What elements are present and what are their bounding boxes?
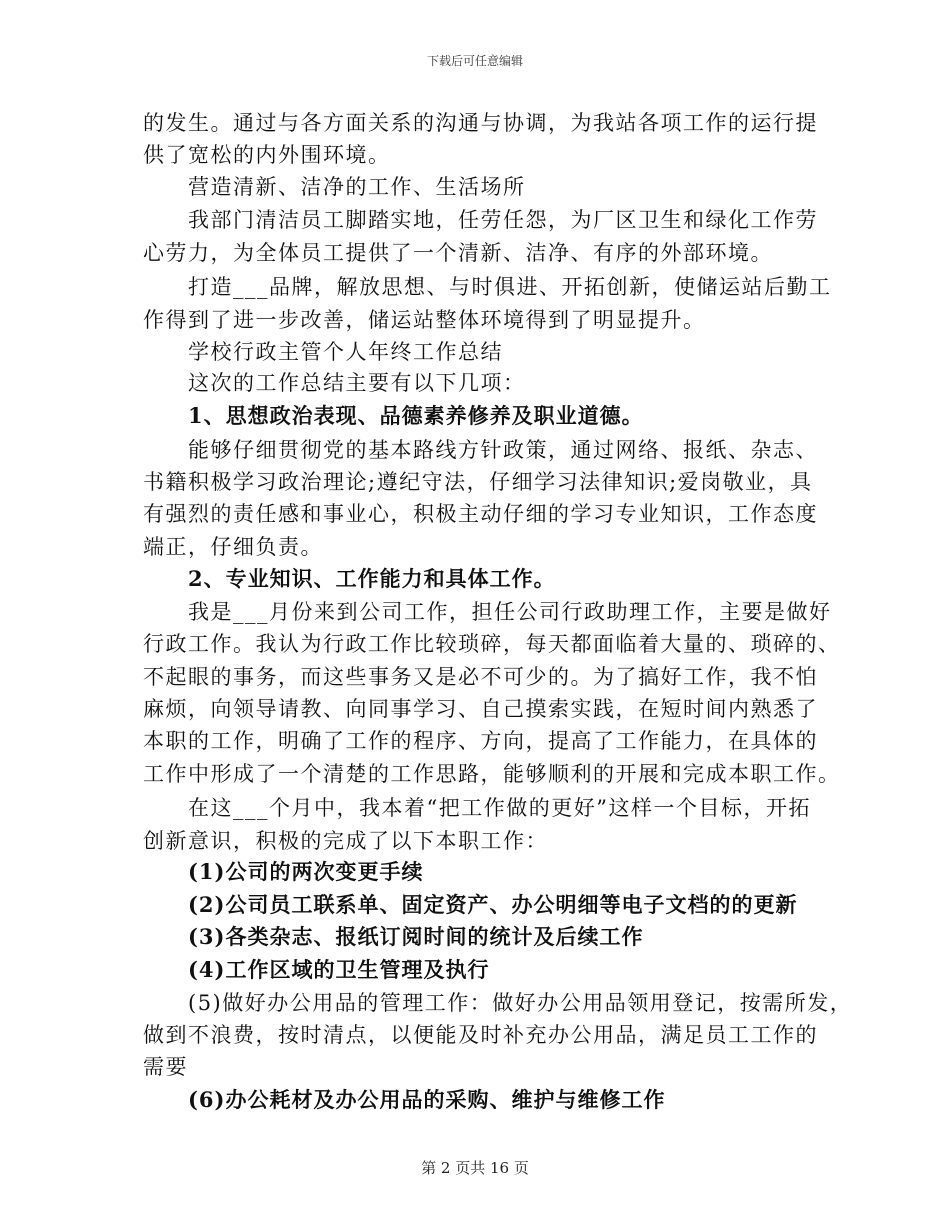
paragraph-line: 麻烦，向领导请教、向同事学习、自己摸索实践，在短时间内熟悉了 — [143, 697, 818, 721]
list-item: (6)办公耗材及办公用品的采购、维护与维修工作 — [188, 1087, 666, 1112]
paragraph-line: 需要 — [143, 1055, 188, 1079]
page-header: 下载后可任意编辑 — [426, 54, 523, 68]
page-footer: 第 2 页共 16 页 — [421, 1159, 529, 1177]
paragraph-line: 我部门清洁员工脚踏实地，任劳任怨，为厂区卫生和绿化工作劳 — [188, 208, 818, 232]
paragraph-line: 供了宽松的内外围环境。 — [143, 143, 391, 167]
paragraph-line: 我是___月份来到公司工作，担任公司行政助理工作，主要是做好 — [188, 600, 832, 624]
document-title: 学校行政主管个人年终工作总结 — [188, 340, 503, 364]
paragraph-line: 心劳力，为全体员工提供了一个清新、洁净、有序的外部环境。 — [143, 241, 773, 265]
section-heading: 1、思想政治表现、品德素养修养及职业道德。 — [188, 403, 644, 428]
paragraph-line: 这次的工作总结主要有以下几项： — [188, 371, 526, 395]
section-heading: 2、专业知识、工作能力和具体工作。 — [188, 566, 556, 591]
paragraph-line: 本职的工作，明确了工作的程序、方向，提高了工作能力，在具体的 — [143, 729, 818, 753]
paragraph-line: 工作中形成了一个清楚的工作思路，能够顺利的开展和完成本职工作。 — [143, 762, 841, 786]
list-item: (3)各类杂志、报纸订阅时间的统计及后续工作 — [188, 924, 644, 949]
paragraph-line: 创新意识，积极的完成了以下本职工作： — [143, 829, 548, 853]
list-item: (1)公司的两次变更手续 — [188, 859, 424, 884]
paragraph-line: 做到不浪费，按时清点，以便能及时补充办公用品，满足员工工作的 — [143, 1023, 818, 1047]
list-item: (4)工作区域的卫生管理及执行 — [188, 957, 490, 982]
paragraph-line: 不起眼的事务，而这些事务又是必不可少的。为了搞好工作，我不怕 — [143, 665, 818, 689]
paragraph-line: 在这___个月中，我本着“把工作做的更好”这样一个目标，开拓 — [188, 796, 811, 820]
list-item: (5)做好办公用品的管理工作：做好办公用品领用登记，按需所发， — [188, 991, 853, 1015]
paragraph-line: 有强烈的责任感和事业心，积极主动仔细的学习专业知识，工作态度 — [143, 502, 818, 526]
list-item: (2)公司员工联系单、固定资产、办公明细等电子文档的的更新 — [188, 892, 798, 917]
paragraph-line: 端正，仔细负责。 — [143, 535, 323, 559]
paragraph-line: 行政工作。我认为行政工作比较琐碎，每天都面临着大量的、琐碎的、 — [143, 632, 841, 656]
paragraph-line: 能够仔细贯彻党的基本路线方针政策，通过网络、报纸、杂志、 — [188, 438, 818, 462]
paragraph-line: 作得到了进一步改善，储运站整体环境得到了明显提升。 — [143, 308, 706, 332]
section-title: 营造清新、洁净的工作、生活场所 — [188, 175, 526, 199]
paragraph-line: 的发生。通过与各方面关系的沟通与协调，为我站各项工作的运行提 — [143, 111, 818, 135]
paragraph-line: 书籍积极学习政治理论;遵纪守法，仔细学习法律知识;爱岗敬业，具 — [143, 470, 813, 494]
paragraph-line: 打造___品牌，解放思想、与时俱进、开拓创新，使储运站后勤工 — [188, 275, 832, 299]
